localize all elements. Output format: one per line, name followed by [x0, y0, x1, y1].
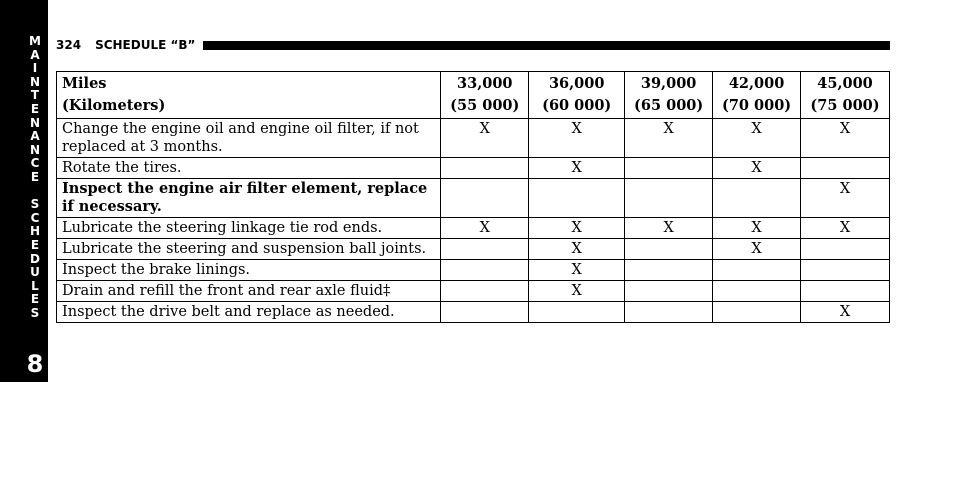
service-item: Drain and refill the front and rear axle fluid‡ — [57, 281, 441, 302]
service-mark: X — [529, 239, 625, 260]
table-row — [57, 158, 890, 179]
service-item: Lubricate the steering linkage tie rod ends. — [57, 218, 441, 239]
side-tab-letter: H — [29, 224, 41, 239]
side-tab-letter: N — [29, 74, 41, 89]
table-row — [57, 302, 890, 323]
col-miles: 39,000 — [640, 75, 697, 92]
service-mark: X — [713, 158, 801, 179]
page-number: 324 — [56, 38, 82, 52]
service-item: Inspect the engine air filter element, replace if necessary. — [57, 179, 441, 218]
side-tab-letter: E — [30, 169, 40, 184]
section-side-tab — [0, 0, 48, 382]
service-mark: X — [441, 218, 529, 239]
side-tab-letter: S — [30, 305, 40, 320]
service-mark — [441, 260, 529, 281]
service-mark: X — [529, 158, 625, 179]
service-mark — [713, 302, 801, 323]
chapter-number: 8 — [26, 350, 44, 378]
service-item: Inspect the drive belt and replace as needed. — [57, 302, 441, 323]
side-tab-gap — [25, 185, 45, 199]
page-header — [56, 38, 890, 52]
service-mark: X — [801, 179, 890, 218]
table-row — [57, 179, 890, 218]
service-mark — [441, 239, 529, 260]
service-item: Rotate the tires. — [57, 158, 441, 179]
service-mark — [713, 281, 801, 302]
service-mark: X — [801, 302, 890, 323]
side-tab-letter: M — [29, 34, 41, 48]
service-mark — [625, 239, 713, 260]
service-mark: X — [625, 119, 713, 158]
service-mark: X — [529, 119, 625, 158]
service-mark — [801, 158, 890, 179]
side-tab-letter: E — [30, 101, 40, 116]
side-tab-letter: C — [30, 156, 40, 171]
service-mark — [441, 158, 529, 179]
header-col-4 — [713, 72, 801, 119]
header-miles-label: Miles — [62, 75, 107, 92]
service-mark: X — [801, 119, 890, 158]
side-tab-letters — [25, 35, 45, 320]
service-item: Lubricate the steering and suspension ball joints. — [57, 239, 441, 260]
service-mark — [441, 179, 529, 218]
service-mark — [625, 302, 713, 323]
service-mark: X — [713, 239, 801, 260]
header-rule — [203, 41, 890, 50]
service-mark: X — [529, 281, 625, 302]
side-tab-letter: N — [29, 115, 41, 130]
service-mark — [625, 260, 713, 281]
service-mark — [441, 302, 529, 323]
service-mark — [801, 260, 890, 281]
table-row — [57, 239, 890, 260]
col-km: (70 000) — [721, 97, 792, 114]
service-mark: X — [529, 260, 625, 281]
table-row — [57, 260, 890, 281]
service-mark — [625, 281, 713, 302]
header-km-label: (Kilometers) — [62, 97, 166, 114]
table-row — [57, 218, 890, 239]
service-mark: X — [801, 218, 890, 239]
side-tab-letter: T — [30, 88, 40, 103]
side-tab-letter: E — [30, 292, 40, 307]
service-mark — [713, 260, 801, 281]
col-km: (75 000) — [810, 97, 880, 114]
side-tab-letter: S — [30, 197, 40, 212]
col-km: (65 000) — [634, 97, 704, 114]
header-col-1 — [441, 72, 529, 119]
col-km: (55 000) — [450, 97, 520, 114]
side-tab-letter: N — [29, 142, 41, 157]
header-col-5 — [801, 72, 890, 119]
header-col-2 — [529, 72, 625, 119]
service-mark: X — [713, 218, 801, 239]
service-item: Change the engine oil and engine oil filter, if not replaced at 3 months. — [57, 119, 441, 158]
service-mark — [441, 281, 529, 302]
service-mark — [625, 179, 713, 218]
col-miles: 45,000 — [817, 75, 873, 92]
side-tab-letter: A — [30, 47, 40, 62]
service-mark: X — [529, 218, 625, 239]
service-mark — [625, 158, 713, 179]
section-title: SCHEDULE “B” — [95, 38, 196, 52]
service-mark — [529, 302, 625, 323]
side-tab-letter: D — [30, 251, 40, 266]
side-tab-letter: I — [32, 61, 38, 76]
side-tab-letter: E — [30, 237, 40, 252]
service-mark — [529, 179, 625, 218]
service-mark: X — [713, 119, 801, 158]
side-tab-letter: C — [30, 210, 40, 225]
table-header-row — [57, 72, 890, 119]
service-mark: X — [441, 119, 529, 158]
header-col-3 — [625, 72, 713, 119]
col-km: (60 000) — [542, 97, 612, 114]
header-item-label — [57, 72, 441, 119]
service-mark — [801, 239, 890, 260]
table-row — [57, 281, 890, 302]
service-mark — [713, 179, 801, 218]
col-miles: 33,000 — [457, 75, 513, 92]
service-item: Inspect the brake linings. — [57, 260, 441, 281]
side-tab-letter: L — [31, 278, 39, 293]
col-miles: 36,000 — [548, 75, 605, 92]
col-miles: 42,000 — [728, 75, 785, 92]
table-row — [57, 119, 890, 158]
service-mark: X — [625, 218, 713, 239]
maintenance-schedule-table — [56, 71, 890, 323]
side-tab-letter: U — [30, 265, 40, 280]
service-mark — [801, 281, 890, 302]
side-tab-letter: A — [30, 129, 40, 144]
